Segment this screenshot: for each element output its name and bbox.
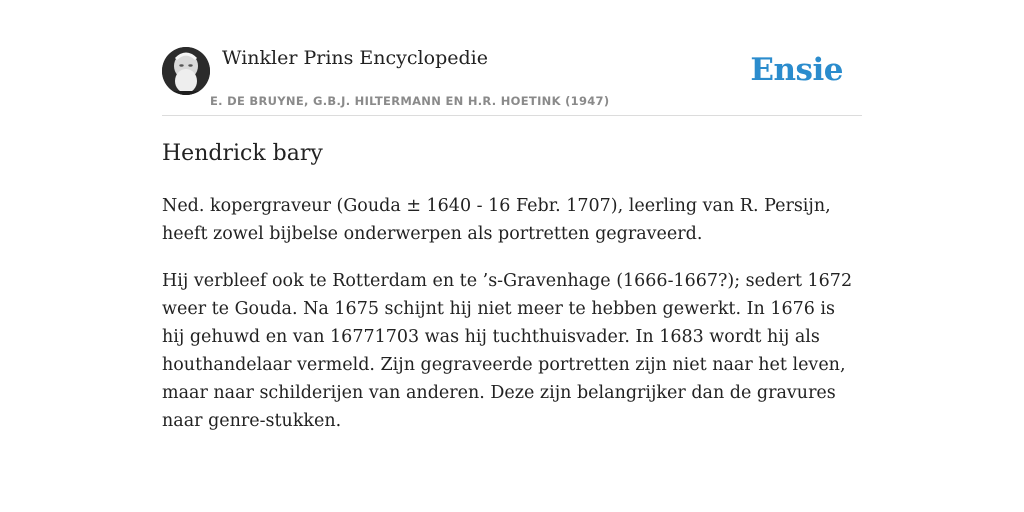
source-title[interactable]: Winkler Prins Encyclopedie xyxy=(222,47,488,69)
source-header xyxy=(162,46,862,116)
ensie-logo-link[interactable]: Ensie xyxy=(750,52,843,88)
entry-title: Hendrick bary xyxy=(162,141,323,166)
entry-paragraph: Ned. kopergraveur (Gouda ± 1640 - 16 Febr. 1707), leerling van R. Persijn, heeft zowel bijbelse onderwerpen als portretten gegraveerd. xyxy=(162,196,831,244)
source-authors: E. DE BRUYNE, G.B.J. HILTERMANN EN H.R. HOETINK (1947) xyxy=(210,94,610,108)
entry-paragraph: Hij verbleef ook te Rotterdam en te ’s-Gravenhage (1666-1667?); sedert 1672 weer te Gouda. Na 1675 schijnt hij niet meer te hebben gewerkt. In 1676 is hij gehuwd en van 16771703 was hij tuchthuisvader. In 1683 wordt hij als houthandelaar vermeld. Zijn gegraveerde portretten zijn niet naar het leven, maar naar schilderijen van anderen. Deze zijn belangrijker dan de gravures naar genre-stukken. xyxy=(162,271,853,431)
avatar xyxy=(162,47,210,95)
entry-content xyxy=(162,138,862,435)
